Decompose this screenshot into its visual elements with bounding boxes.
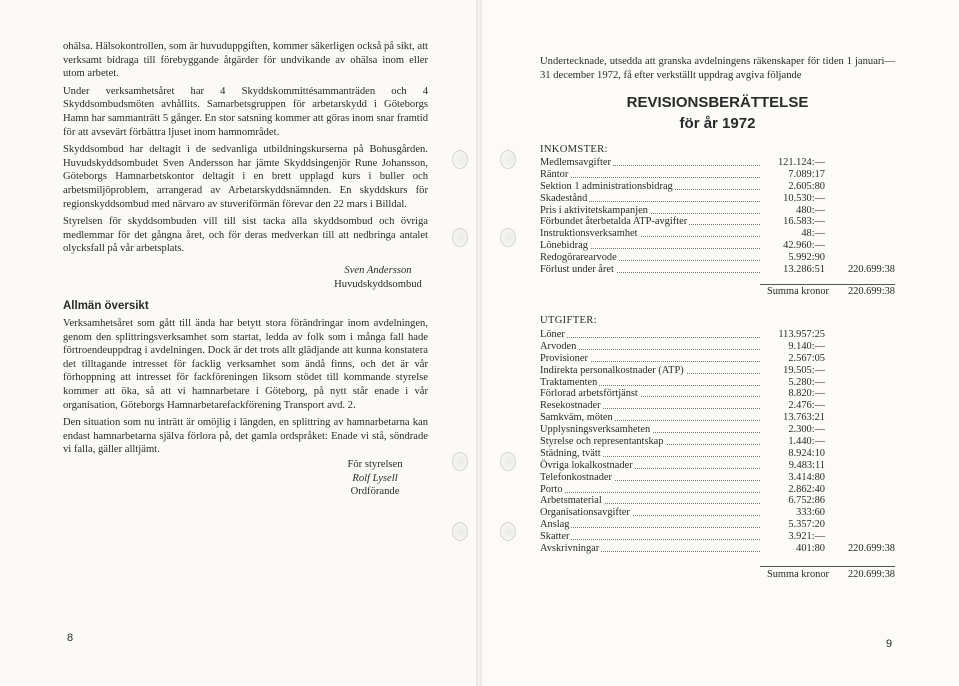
ledger-row: [540, 543, 895, 555]
ledger-label: Arvoden: [540, 340, 577, 352]
ledger-label: Samkväm, möten: [540, 412, 613, 424]
ledger-label: Indirekta personalkostnader (ATP): [540, 364, 684, 376]
ledger-row: [540, 169, 895, 181]
expense-heading: UTGIFTER:: [540, 315, 597, 326]
page-number-right: 9: [886, 638, 893, 650]
ledger-label: Instruktionsverksamhet: [540, 228, 638, 240]
ledger-amount: 16.583:—: [783, 216, 825, 228]
ledger-label: Städning, tvätt: [540, 447, 601, 459]
ledger-row: [540, 157, 895, 169]
ledger-amount: 1.440:—: [788, 436, 825, 448]
ledger-amount: 3.921:—: [788, 531, 825, 543]
ledger-row: [540, 181, 895, 193]
ledger-label: Löner: [540, 329, 565, 340]
ledger-row: [540, 228, 895, 240]
ledger-row: [540, 484, 895, 496]
ledger-row: [540, 388, 895, 400]
ledger-label: Sektion 1 administrationsbidrag: [540, 180, 673, 192]
report-title: REVISIONSBERÄTTELSE: [626, 94, 809, 111]
paragraph: Skyddsombud har deltagit i de sedvanliga utbildningskurserna på Bohusgården. Huvudskyddsombudet Sven Andersson har jämte Skyddsingenjör Rune Johansson, Göteborgs Hamnarbetskontor deltagit i en brett upplagd kurs i buller och arbetsmiljöproblem, arrangerad av Arbetarskyddsnämnden. En skyddskurs för regionskyddsombud med närvaro av stuveriförmän förevar den 22 mars i Billdal.: [63, 144, 428, 210]
book-gutter: [476, 0, 482, 686]
income-sum-row: [540, 286, 895, 300]
ledger-label: Förbundet återbetalda ATP-avgifter: [540, 216, 688, 228]
ledger-row: [540, 460, 895, 472]
binder-hole: [500, 228, 516, 247]
ledger-amount: 2.300:—: [788, 424, 825, 436]
ledger-row: [540, 448, 895, 460]
left-top-text: [63, 40, 428, 260]
report-year: för år 1972: [679, 115, 756, 132]
dot-leader: [540, 337, 760, 338]
ledger-label: Resekostnader: [540, 400, 601, 412]
binder-hole: [452, 452, 468, 471]
ledger-row: [540, 193, 895, 205]
paragraph: Den situation som nu inträtt är omöjlig i längden, en splittring av hamnarbetarna kan endast hamnarbetarna själva förlora på, det gamla ordspråket: Enade vi stå, söndrade vi falla, gäller alltjämt.: [63, 417, 428, 456]
ledger-amount: 2.862:40: [788, 483, 825, 495]
ledger-label: Traktamenten: [540, 376, 598, 388]
ledger-label: Lönebidrag: [540, 240, 588, 252]
ledger-row: [540, 329, 895, 341]
dot-leader: [540, 177, 760, 178]
expense-sum-row: [540, 569, 895, 583]
ledger-amount: 480:—: [796, 204, 825, 216]
paragraph: Styrelsen för skyddsombuden vill till sist tacka alla skyddsombud och övriga medlemmar för det gångna året, och för deras medverkan till att nedbringa antalet olycksfall på vår arbetsplats.: [63, 216, 428, 255]
dot-leader: [540, 527, 760, 528]
ledger-label: Organisationsavgifter: [540, 507, 630, 519]
ledger-row: [540, 412, 895, 424]
binder-hole: [500, 452, 516, 471]
ledger-row: [540, 531, 895, 543]
sum-total: 220.699:38: [847, 286, 895, 297]
binder-hole: [500, 522, 516, 541]
ledger-label: Räntor: [540, 168, 569, 180]
income-table: [540, 157, 895, 276]
signature-line: För styrelsen: [347, 459, 403, 470]
ledger-row: [540, 240, 895, 252]
ledger-amount: 121.124:—: [777, 157, 825, 168]
ledger-row: [540, 495, 895, 507]
ledger-amount: 5.357:20: [788, 519, 825, 531]
ledger-row: [540, 353, 895, 365]
ledger-amount: 5.280:—: [788, 376, 825, 388]
ledger-row: [540, 264, 895, 276]
paragraph: Verksamhetsåret som gått till ända har betytt stora förändringar inom avdelningen, genom den splittringsverksamhet som startat, ledda av folk som i många fall hade förtroendeuppdrag i avdelningen. Dock är det trots allt glädjande att kunna konstatera det tilltagande intresset för facklig verksamhet som ändå finns, och det är vår förhoppning att intresset för fackföreningen liksom stödet till kommande styrelse kommer att öka, så att vi hamnarbetare i Göteborg, på nytt står enade i vår organisation, Göteborgs Hamnarbetarefackförening Transport avd. 2.: [63, 318, 428, 411]
binder-hole: [452, 522, 468, 541]
ledger-label: Provisioner: [540, 352, 588, 364]
expense-total-rule: [760, 566, 895, 567]
ledger-amount: 3.414:80: [788, 471, 825, 483]
ledger-label: Porto: [540, 483, 563, 495]
paragraph: Under verksamhetsåret har 4 Skyddskommittésammanträden och 4 Skyddsombudsmöten avhållits. Samarbetsgruppen för arbetarskydd i Göteborgs Hamn har sammanträtt 5 gånger. En stor satsning kommer att göras inom snar framtid för att avsevärt förbättra ljuset inom hamnområdet.: [63, 85, 428, 138]
ledger-amount: 7.089:17: [788, 168, 825, 180]
ledger-label: Anslag: [540, 519, 570, 531]
ledger-row: [540, 365, 895, 377]
ledger-amount: 13.763:21: [783, 412, 825, 424]
ledger-amount: 2.605:80: [788, 180, 825, 192]
ledger-amount: 6.752:86: [788, 495, 825, 507]
sum-label: Summa kronor: [766, 569, 829, 580]
ledger-row: [540, 216, 895, 228]
ledger-amount: 9.140:—: [788, 340, 825, 352]
expense-table: [540, 329, 895, 555]
ledger-amount: 10.530:—: [783, 192, 825, 204]
ledger-label: Övriga lokalkostnader: [540, 459, 633, 471]
ledger-row: [540, 341, 895, 353]
paragraph: ohälsa. Hälsokontrollen, som är huvuduppgiften, kommer säkerligen också på sikt, att verksamt bidraga till förebyggande åtgärder för undvikande av ohälsa inom eller utom arbetet.: [63, 41, 428, 80]
ledger-label: Arbetsmaterial: [540, 495, 602, 507]
sum-total: 220.699:38: [847, 569, 895, 580]
ledger-label: Förlust under året: [540, 264, 614, 276]
ledger-row: [540, 424, 895, 436]
ledger-label: Medlemsavgifter: [540, 157, 611, 168]
section-heading: Allmän översikt: [63, 300, 149, 312]
ledger-amount: 13.286:51: [783, 264, 825, 276]
dot-leader: [540, 492, 760, 493]
ledger-amount: 19.505:—: [783, 364, 825, 376]
ledger-row: [540, 436, 895, 448]
ledger-row: [540, 507, 895, 519]
ledger-row: [540, 472, 895, 484]
ledger-amount: 333:60: [796, 507, 825, 519]
ledger-label: Pris i aktivitetskampanjen: [540, 204, 648, 216]
ledger-row: [540, 377, 895, 389]
dot-leader: [540, 539, 760, 540]
ledger-label: Redogörarearvode: [540, 252, 617, 264]
ledger-label: Upplysningsverksamheten: [540, 424, 651, 436]
ledger-label: Telefonkostnader: [540, 471, 612, 483]
ledger-amount: 2.567:05: [788, 352, 825, 364]
binder-hole: [500, 150, 516, 169]
income-total-rule: [760, 284, 895, 285]
page-number-left: 8: [67, 632, 74, 644]
ledger-row: [540, 519, 895, 531]
ledger-total: 220.699:38: [847, 543, 895, 555]
ledger-label: Styrelse och representantskap: [540, 436, 664, 448]
ledger-amount: 42.960:—: [783, 240, 825, 252]
ledger-amount: 48:—: [801, 228, 825, 240]
ledger-label: Avskrivningar: [540, 543, 600, 555]
ledger-row: [540, 205, 895, 217]
signature-name: Rolf Lysell: [352, 472, 398, 484]
signature-role: Huvudskyddsombud: [334, 278, 422, 290]
ledger-label: Skadestånd: [540, 192, 588, 204]
ledger-amount: 8.820:—: [788, 388, 825, 400]
ledger-amount: 401:80: [796, 543, 825, 555]
ledger-row: [540, 252, 895, 264]
ledger-label: Skatter: [540, 531, 570, 543]
signature-role: Ordförande: [350, 486, 400, 498]
sum-label: Summa kronor: [766, 286, 829, 297]
ledger-total: 220.699:38: [847, 264, 895, 276]
left-bottom-text: [63, 317, 428, 461]
ledger-amount: 8.924:10: [788, 447, 825, 459]
ledger-amount: 113.957:25: [778, 329, 825, 340]
ledger-row: [540, 400, 895, 412]
ledger-label: Förlorad arbetsförtjänst: [540, 388, 638, 400]
binder-hole: [452, 228, 468, 247]
signature-sven-andersson: [318, 264, 438, 291]
income-heading: INKOMSTER:: [540, 144, 608, 155]
signature-name: Sven Andersson: [344, 265, 412, 276]
intro-text: Undertecknade, utsedda att granska avdelningens räkenskaper för tiden 1 januari—31 december 1972, få efter verkställt uppdrag avgiva följande: [540, 56, 895, 81]
ledger-amount: 2.476:—: [788, 400, 825, 412]
ledger-amount: 9.483:11: [788, 459, 825, 471]
binder-hole: [452, 150, 468, 169]
ledger-amount: 5.992:90: [788, 252, 825, 264]
signature-rolf-lysell: [320, 458, 430, 499]
